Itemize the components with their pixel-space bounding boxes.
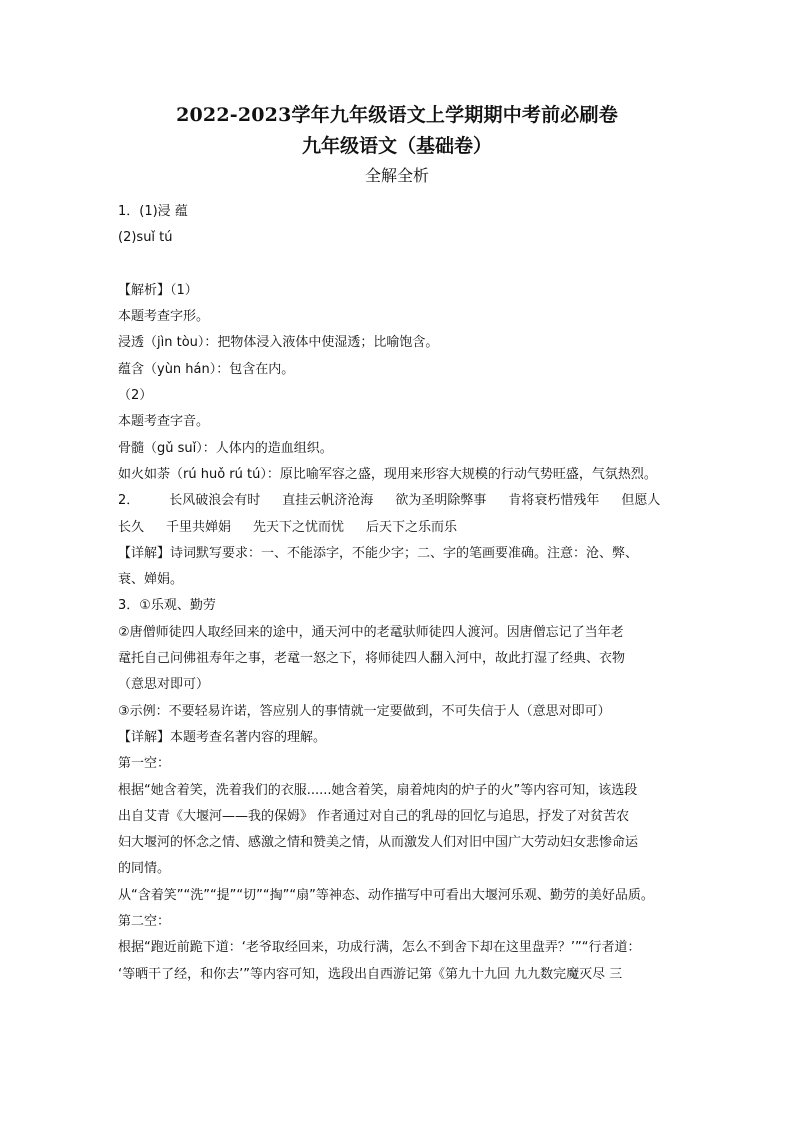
text-line: 浸透（jìn tòu）：把物体浸入液体中使湿透；比喻饱含。 xyxy=(118,335,439,351)
answer-key-heading: 全解全析 xyxy=(364,166,429,185)
text-line: 的同情。 xyxy=(118,861,171,877)
verse: 直挂云帆济沧海 xyxy=(282,493,374,509)
text-line: （意思对即可） xyxy=(118,677,210,693)
answer-2-verses-cont xyxy=(118,515,684,541)
verse: 先天下之忧而忧 xyxy=(253,519,345,535)
text-line: ②唐僧师徒四人取经回来的途中，通天河中的老鼋驮师徒四人渡河。因唐僧忘记了当年老 xyxy=(118,624,624,640)
text-line: 3．①乐观、勤劳 xyxy=(118,598,216,614)
text-line: 蕴含（yùn hán）：包含在内。 xyxy=(118,361,295,377)
blank-line xyxy=(118,252,684,278)
text-line: 妇大堰河的怀念之情、感激之情和赞美之情，从而激发人们对旧中国广大劳动妇女悲惨命运 xyxy=(118,835,639,851)
answer-2-verses xyxy=(118,488,684,514)
verse: 肯将衰朽惜残年 xyxy=(508,493,600,509)
verse-number: 2． xyxy=(118,493,140,509)
text-line: 鼋托自己问佛祖寿年之事，老鼋一怒之下，将师徒四人翻入河中，故此打湿了经典、衣物 xyxy=(118,651,626,667)
text-line: 衰、婵娟。 xyxy=(118,572,184,588)
text-line: 第二空： xyxy=(118,914,171,930)
document-body xyxy=(118,199,684,988)
text-line: ③示例：不要轻易许诺，答应别人的事情就一定要做到，不可失信于人（意思对即可） xyxy=(118,703,611,719)
text-line: 第一空： xyxy=(118,756,171,772)
document-title: 2022-2023学年九年级语文上学期期中考前必刷卷 xyxy=(176,104,618,126)
text-line: （2） xyxy=(118,388,153,404)
text-line: 【详解】本题考查名著内容的理解。 xyxy=(118,729,327,745)
text-line: 【详解】诗词默写要求：一、不能添字，不能少字；二、字的笔画要准确。注意：沧、弊、 xyxy=(118,545,639,561)
text-line: 从“含着笑”“洗”“提”“切”“掏”“扇”等神态、动作描写中可看出大堰河乐观、勤劳的美好品质。 xyxy=(118,887,654,903)
text-line: ‘等晒干了经，和你去’”等内容可知，选段出自西游记第《第九十九回 九九数完魔灭尽 三 xyxy=(118,966,623,982)
text-line: 根据“她含着笑，洗着我们的衣服......她含着笑，扇着炖肉的炉子的火”等内容可知，该选段 xyxy=(118,782,638,798)
text-line: 本题考查字音。 xyxy=(118,414,210,430)
text-line: 本题考查字形。 xyxy=(118,309,210,325)
verse: 千里共婵娟 xyxy=(166,519,232,535)
document-subtitle: 九年级语文（基础卷） xyxy=(301,135,492,157)
text-line: 骨髓（gǔ suǐ）：人体内的造血组织。 xyxy=(118,440,333,456)
verse: 欲为圣明除弊事 xyxy=(395,493,487,509)
verse: 但愿人 xyxy=(621,493,661,509)
analysis-heading: 【解析】（1） xyxy=(118,282,198,298)
text-line: 出自艾青《大堰河——我的保姆》 作者通过对自己的乳母的回忆与追思，抒发了对贫苦农 xyxy=(118,808,630,824)
text-line: 根据“跑近前跪下道：‘老爷取经回来，功成行满，怎么不到舍下却在这里盘弄？’”“行者道： xyxy=(118,940,641,956)
answer-1-part-2: (2)suǐ tú xyxy=(118,230,173,246)
verse: 后天下之乐而乐 xyxy=(366,519,458,535)
verse: 长风破浪会有时 xyxy=(169,493,261,509)
answer-1-part-1: 1．(1)浸 蕴 xyxy=(118,204,188,219)
text-line: 如火如荼（rú huǒ rú tú）：原比喻军容之盛，现用来形容大规模的行动气势旺盛，气氛热烈。 xyxy=(118,466,657,482)
verse: 长久 xyxy=(118,519,145,535)
